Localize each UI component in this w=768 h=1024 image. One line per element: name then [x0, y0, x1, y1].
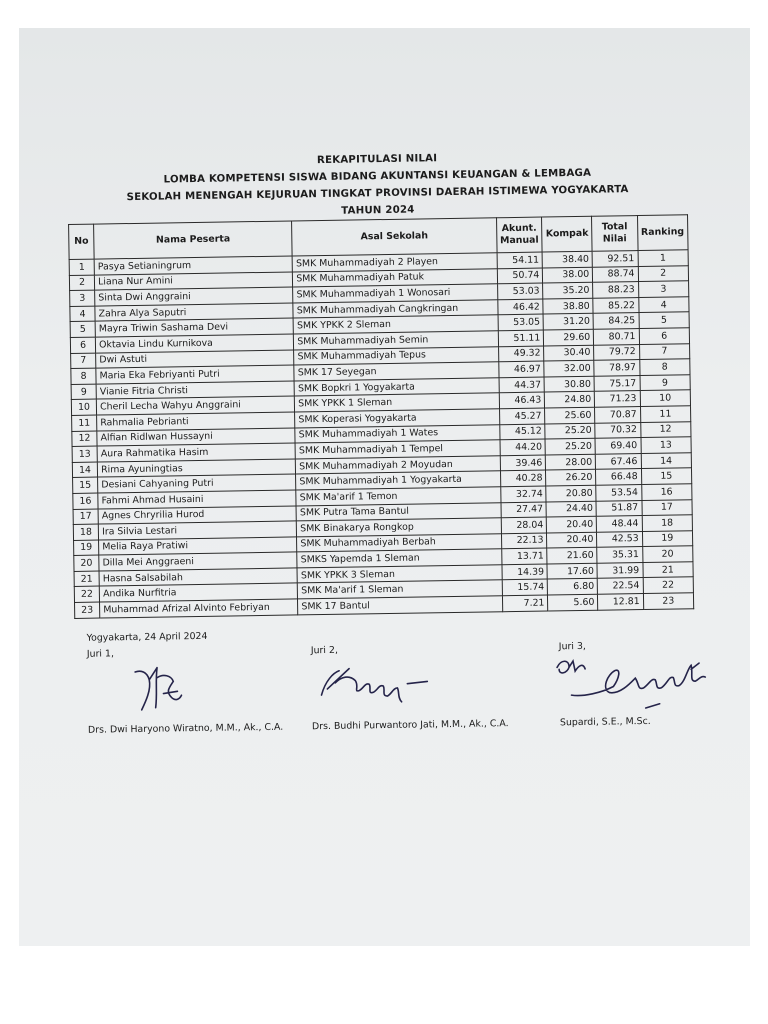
cell-no: 2	[69, 275, 94, 291]
cell-akunt: 39.46	[500, 455, 546, 471]
cell-ranking: 13	[641, 437, 692, 453]
title-line-3: SEKOLAH MENENGAH KEJURUAN TINGKAT PROVINSI DAERAH ISTIMEWA YOGYAKARTA	[126, 184, 629, 204]
results-table	[68, 214, 694, 618]
cell-name: Melia Raya Pratiwi	[99, 537, 297, 556]
cell-ranking: 9	[640, 374, 691, 390]
cell-ranking: 19	[642, 530, 693, 546]
cell-total: 88.74	[593, 266, 639, 282]
cell-ranking: 23	[643, 593, 694, 609]
cell-no: 1	[69, 259, 94, 275]
document-title	[67, 146, 688, 224]
cell-no: 22	[74, 587, 99, 603]
cell-no: 5	[70, 321, 95, 337]
cell-school: SMK Muhammadiyah 1 Wonosari	[293, 284, 497, 303]
cell-school: SMK 17 Bantul	[298, 596, 502, 615]
cell-total: 69.40	[595, 438, 641, 454]
cell-no: 18	[73, 524, 98, 540]
cell-total: 71.23	[595, 391, 641, 407]
juri-3-signature	[549, 646, 730, 715]
cell-kompak: 35.20	[543, 282, 593, 298]
cell-total: 79.72	[594, 344, 640, 360]
cell-akunt: 46.97	[498, 361, 544, 377]
cell-ranking: 15	[641, 468, 692, 484]
cell-no: 17	[73, 509, 98, 525]
title-line-4: TAHUN 2024	[341, 204, 415, 217]
cell-ranking: 4	[638, 297, 689, 313]
place-date: Yogyakarta, 24 April 2024	[86, 630, 208, 644]
cell-total: 84.25	[593, 313, 639, 329]
cell-akunt: 22.13	[501, 533, 547, 549]
cell-school: SMK Muhammadiyah 1 Tempel	[295, 440, 499, 459]
cell-ranking: 3	[638, 281, 689, 297]
cell-no: 13	[72, 446, 97, 462]
cell-school: SMK Muhammadiyah 2 Playen	[292, 253, 496, 272]
juri-3-name: Supardi, S.E., M.Sc.	[559, 715, 651, 728]
cell-akunt: 49.32	[498, 346, 544, 362]
cell-akunt: 51.11	[498, 330, 544, 346]
cell-akunt: 45.27	[499, 408, 545, 424]
document-content	[67, 146, 696, 758]
cell-ranking: 10	[640, 390, 691, 406]
cell-name: Desiani Cahyaning Putri	[98, 474, 296, 493]
cell-akunt: 53.03	[497, 283, 543, 299]
cell-total: 31.99	[597, 562, 643, 578]
cell-school: SMK 17 Seyegan	[294, 362, 498, 381]
cell-name: Agnes Chryrilia Hurod	[98, 505, 296, 524]
cell-school: SMK Muhammadiyah 1 Yogyakarta	[296, 471, 500, 490]
col-header-akunt	[496, 217, 542, 253]
cell-akunt: 54.11	[497, 252, 543, 268]
cell-total: 70.87	[595, 406, 641, 422]
cell-total: 22.54	[598, 578, 644, 594]
cell-school: SMK Muhammadiyah Patuk	[293, 268, 497, 287]
cell-akunt: 44.20	[500, 439, 546, 455]
cell-name: Aura Rahmatika Hasim	[97, 443, 295, 462]
cell-name: Dwi Astuti	[96, 350, 294, 369]
cell-total: 42.53	[597, 531, 643, 547]
cell-name: Fahmi Ahmad Husaini	[98, 490, 296, 509]
cell-total: 85.22	[593, 297, 639, 313]
cell-no: 11	[72, 415, 97, 431]
cell-ranking: 21	[643, 562, 694, 578]
cell-kompak: 28.00	[546, 454, 596, 470]
cell-no: 6	[70, 337, 95, 353]
cell-name: Muhammad Afrizal Alvinto Febriyan	[100, 599, 298, 618]
cell-name: Cheril Lecha Wahyu Anggraini	[96, 396, 294, 415]
results-body	[69, 250, 694, 618]
cell-school: SMK Bopkri 1 Yogyakarta	[294, 377, 498, 396]
title-line-1: REKAPITULASI NILAI	[316, 153, 438, 167]
cell-name: Andika Nurfitria	[99, 583, 297, 602]
cell-ranking: 14	[641, 452, 692, 468]
cell-total: 78.97	[594, 360, 640, 376]
col-header-akunt-line1: Akunt.	[501, 222, 537, 235]
cell-no: 20	[74, 555, 99, 571]
cell-school: SMK Binakarya Rongkop	[297, 518, 501, 537]
cell-kompak: 31.20	[543, 314, 593, 330]
juri-1-name: Drs. Dwi Haryono Wiratno, M.M., Ak., C.A.	[87, 721, 284, 736]
cell-kompak: 20.40	[547, 516, 597, 532]
cell-akunt: 44.37	[499, 377, 545, 393]
cell-school: SMK Muhammadiyah Cangkringan	[293, 300, 497, 319]
cell-no: 23	[75, 602, 100, 618]
cell-total: 88.23	[593, 282, 639, 298]
cell-akunt: 14.39	[502, 564, 548, 580]
juri-1-label: Juri 1,	[86, 647, 115, 660]
cell-akunt: 46.43	[499, 392, 545, 408]
cell-akunt: 15.74	[502, 579, 548, 595]
cell-akunt: 27.47	[501, 502, 547, 518]
cell-kompak: 21.60	[547, 548, 597, 564]
cell-no: 15	[73, 477, 98, 493]
cell-akunt: 13.71	[501, 548, 547, 564]
cell-total: 51.87	[596, 500, 642, 516]
cell-school: SMK Muhammadiyah 1 Wates	[295, 424, 499, 443]
cell-name: Pasya Setianingrum	[94, 256, 292, 275]
cell-school: SMK Muhammadiyah Berbah	[297, 533, 501, 552]
cell-ranking: 16	[641, 484, 692, 500]
cell-kompak: 17.60	[547, 563, 597, 579]
cell-kompak: 32.00	[544, 360, 594, 376]
cell-kompak: 38.40	[542, 251, 592, 267]
juri-3-label: Juri 3,	[558, 640, 586, 652]
cell-kompak: 25.60	[545, 407, 595, 423]
cell-name: Rima Ayuningtias	[97, 459, 295, 478]
cell-name: Sinta Dwi Anggraini	[95, 287, 293, 306]
cell-akunt: 40.28	[500, 470, 546, 486]
cell-no: 4	[70, 306, 95, 322]
cell-name: Zahra Alya Saputri	[95, 303, 293, 322]
cell-no: 19	[74, 540, 99, 556]
cell-school: SMK Koperasi Yogyakarta	[295, 409, 499, 428]
juri-2-label: Juri 2,	[310, 644, 338, 656]
cell-name: Ira Silvia Lestari	[98, 521, 296, 540]
cell-ranking: 12	[640, 421, 691, 437]
juri-1-signature	[127, 657, 208, 718]
document-sheet	[19, 28, 750, 946]
cell-kompak: 30.80	[544, 376, 594, 392]
col-header-akunt-line2: Manual	[500, 234, 539, 247]
col-header-name: Nama Peserta	[94, 221, 293, 259]
cell-total: 92.51	[592, 251, 638, 267]
cell-ranking: 2	[638, 265, 689, 281]
cell-no: 3	[70, 290, 95, 306]
cell-kompak: 38.00	[543, 267, 593, 283]
cell-school: SMK YPKK 1 Sleman	[295, 393, 499, 412]
col-header-total-line2: Nilai	[602, 233, 627, 245]
cell-school: SMK Muhammadiyah 2 Moyudan	[296, 455, 500, 474]
cell-kompak: 26.20	[546, 470, 596, 486]
cell-total: 67.46	[596, 453, 642, 469]
cell-total: 35.31	[597, 547, 643, 563]
cell-school: SMK Muhammadiyah Tepus	[294, 346, 498, 365]
cell-school: SMK YPKK 2 Sleman	[293, 315, 497, 334]
cell-no: 21	[74, 571, 99, 587]
cell-school: SMK Ma'arif 1 Sleman	[298, 580, 502, 599]
cell-akunt: 28.04	[501, 517, 547, 533]
cell-name: Alfian Ridlwan Hussayni	[97, 427, 295, 446]
cell-name: Hasna Salsabilah	[99, 568, 297, 587]
cell-ranking: 7	[639, 343, 690, 359]
cell-ranking: 18	[642, 515, 693, 531]
cell-name: Mayra Triwin Sashama Devi	[95, 318, 293, 337]
col-header-no: No	[69, 224, 95, 259]
cell-total: 80.71	[594, 329, 640, 345]
cell-akunt: 50.74	[497, 268, 543, 284]
cell-name: Liana Nur Amini	[95, 272, 293, 291]
cell-kompak: 24.80	[545, 392, 595, 408]
cell-total: 48.44	[597, 516, 643, 532]
cell-ranking: 8	[639, 359, 690, 375]
cell-ranking: 11	[640, 406, 691, 422]
cell-no: 7	[71, 353, 96, 369]
cell-ranking: 5	[639, 312, 690, 328]
juri-2-signature	[315, 657, 456, 709]
cell-kompak: 20.80	[546, 485, 596, 501]
cell-no: 10	[71, 399, 96, 415]
cell-kompak: 24.40	[546, 501, 596, 517]
cell-akunt: 7.21	[502, 595, 548, 611]
cell-no: 16	[73, 493, 98, 509]
cell-kompak: 20.40	[547, 532, 597, 548]
cell-ranking: 20	[642, 546, 693, 562]
cell-akunt: 32.74	[500, 486, 546, 502]
col-header-ranking: Ranking	[637, 215, 688, 251]
col-header-total	[592, 216, 638, 252]
cell-kompak: 25.20	[545, 423, 595, 439]
cell-total: 75.17	[594, 375, 640, 391]
col-header-total-line1: Total	[601, 221, 628, 233]
cell-kompak: 6.80	[548, 579, 598, 595]
cell-total: 66.48	[596, 469, 642, 485]
cell-ranking: 17	[642, 499, 693, 515]
cell-no: 8	[71, 368, 96, 384]
cell-kompak: 25.20	[545, 438, 595, 454]
cell-no: 9	[71, 384, 96, 400]
cell-name: Oktavia Lindu Kurnikova	[95, 334, 293, 353]
signature-footer	[74, 609, 696, 759]
cell-total: 70.32	[595, 422, 641, 438]
cell-school: SMK Putra Tama Bantul	[296, 502, 500, 521]
cell-total: 53.54	[596, 484, 642, 500]
cell-kompak: 29.60	[544, 329, 594, 345]
title-line-2: LOMBA KOMPETENSI SISWA BIDANG AKUNTANSI KEUANGAN & LEMBAGA	[163, 167, 592, 186]
cell-school: SMKS Yapemda 1 Sleman	[297, 549, 501, 568]
col-header-kompak: Kompak	[542, 216, 592, 252]
cell-no: 14	[72, 462, 97, 478]
cell-no: 12	[72, 431, 97, 447]
cell-name: Dilla Mei Anggraeni	[99, 552, 297, 571]
cell-akunt: 46.42	[497, 299, 543, 315]
cell-name: Rahmalia Pebrianti	[97, 412, 295, 431]
cell-kompak: 38.80	[543, 298, 593, 314]
cell-kompak: 5.60	[548, 594, 598, 610]
cell-name: Vianie Fitria Christi	[96, 381, 294, 400]
cell-ranking: 1	[638, 250, 689, 266]
cell-akunt: 45.12	[499, 424, 545, 440]
juri-2-name: Drs. Budhi Purwantoro Jati, M.M., Ak., C.A.	[311, 717, 509, 732]
cell-akunt: 53.05	[498, 314, 544, 330]
cell-name: Maria Eka Febriyanti Putri	[96, 365, 294, 384]
cell-school: SMK YPKK 3 Sleman	[297, 565, 501, 584]
cell-ranking: 6	[639, 328, 690, 344]
cell-total: 12.81	[598, 594, 644, 610]
cell-school: SMK Ma'arif 1 Temon	[296, 487, 500, 506]
cell-school: SMK Muhammadiyah Semin	[294, 331, 498, 350]
cell-kompak: 30.40	[544, 345, 594, 361]
cell-ranking: 22	[643, 577, 694, 593]
col-header-school: Asal Sekolah	[292, 218, 497, 256]
